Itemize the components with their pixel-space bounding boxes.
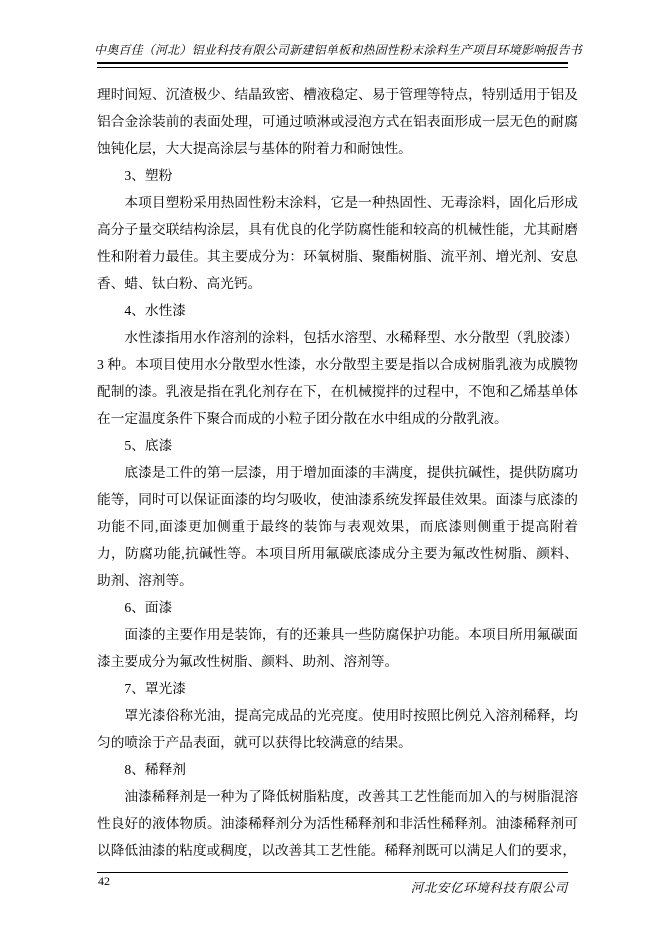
page-number: 42 <box>98 874 110 888</box>
footer-company-name: 河北安亿环境科技有限公司 <box>410 881 568 895</box>
section-heading: 4、水性漆 <box>124 303 186 318</box>
document-body <box>97 81 578 864</box>
section-heading: 7、罩光漆 <box>124 681 186 696</box>
section-heading: 8、稀释剂 <box>124 762 186 777</box>
body-paragraph: 水性漆指用水作溶剂的涂料，包括水溶型、水稀释型、水分散型（乳胶漆）3 种。本项目使用水分散型水性漆，水分散型主要是指以合成树脂乳液为成膜物配制的漆。乳液是指在乳化剂存在下，在机械搅拌的过程中，不饱和乙烯基单体在一定温度条件下聚合而成的小粒子团分散在水中组成的分散乳液。 <box>97 330 578 426</box>
body-paragraph: 罩光漆俗称光油，提高完成品的光亮度。使用时按照比例兑入溶剂稀释，均匀的喷涂于产品表面，就可以获得比较满意的结果。 <box>97 708 578 750</box>
section-heading: 6、面漆 <box>124 600 173 615</box>
section-heading: 5、底漆 <box>124 438 173 453</box>
header-double-rule <box>97 62 568 68</box>
section-heading: 3、塑粉 <box>124 168 173 183</box>
body-paragraph: 底漆是工件的第一层漆，用于增加面漆的丰满度，提供抗碱性，提供防腐功能等，同时可以保证面漆的均匀吸收，使油漆系统发挥最佳效果。面漆与底漆的功能不同,面漆更加侧重于最终的装饰与表观效果，而底漆则侧重于提高附着力，防腐功能,抗碱性等。本项目所用氟碳底漆成分主要为氟改性树脂、颜料、助剂、溶剂等。 <box>97 465 578 588</box>
header-title: 中奥百佳（河北）铝业科技有限公司新建铝单板和热固性粉末涂料生产项目环境影响报告书 <box>94 43 583 57</box>
body-paragraph: 面漆的主要作用是装饰，有的还兼具一些防腐保护功能。本项目所用氟碳面漆主要成分为氟改性树脂、颜料、助剂、溶剂等。 <box>97 627 578 669</box>
body-paragraph: 本项目塑粉采用热固性粉末涂料，它是一种热固性、无毒涂料，固化后形成高分子量交联结构涂层，具有优良的化学防腐性能和较高的机械性能，尤其耐磨性和附着力最佳。其主要成分为：环氧树脂、聚酯树脂、流平剂、增光剂、安息香、蜡、钛白粉、高光钙。 <box>97 195 578 291</box>
footer-rule <box>97 872 568 873</box>
body-paragraph: 油漆稀释剂是一种为了降低树脂粘度，改善其工艺性能而加入的与树脂混溶性良好的液体物质。油漆稀释剂分为活性稀释剂和非活性稀释剂。油漆稀释剂可以降低油漆的粘度或稠度，以改善其工艺性能。稀释剂既可以满足人们的要求， <box>97 789 578 858</box>
body-paragraph: 理时间短、沉渣极少、结晶致密、槽液稳定、易于管理等特点，特别适用于铝及铝合金涂装前的表面处理，可通过喷淋或浸泡方式在铝表面形成一层无色的耐腐蚀钝化层，大大提高涂层与基体的附着力和耐蚀性。 <box>97 87 578 156</box>
